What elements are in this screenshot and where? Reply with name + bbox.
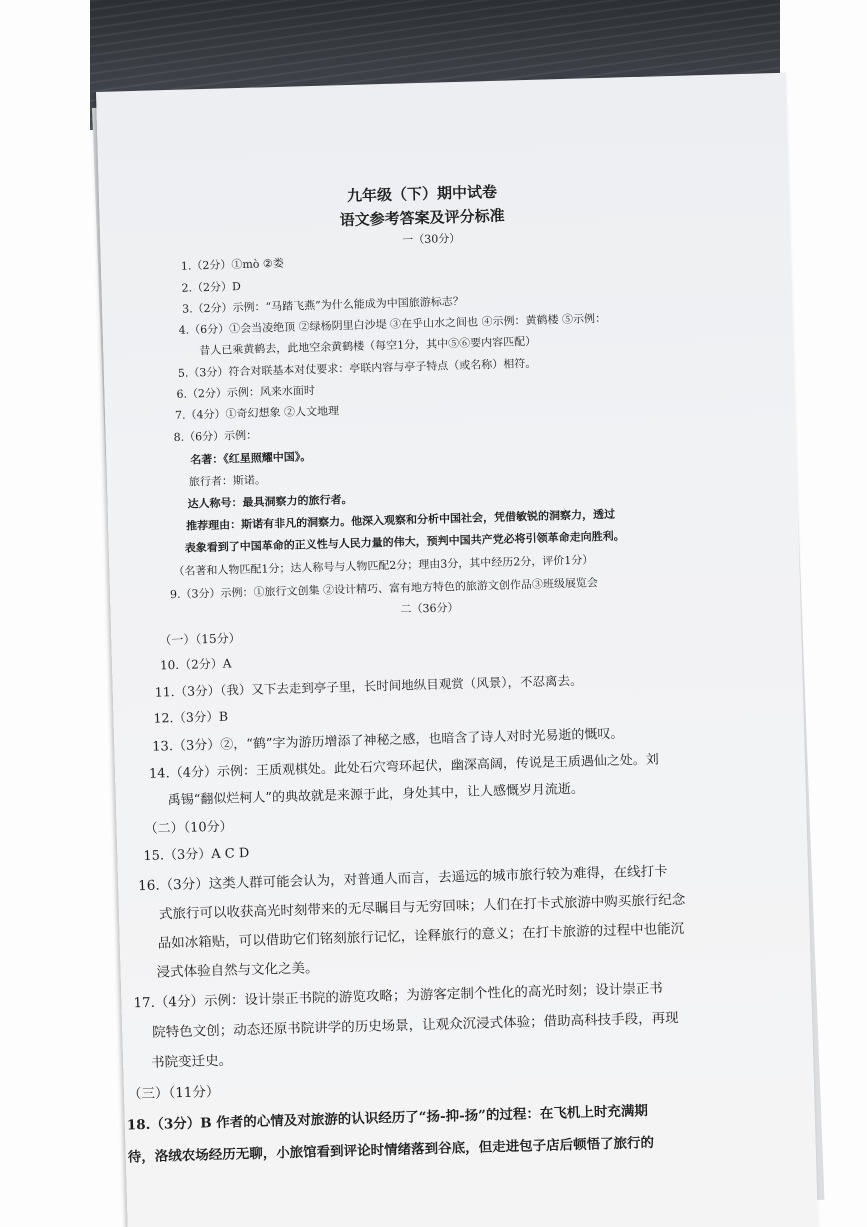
section-heading-2: 二（36分） xyxy=(400,601,459,616)
sub-heading-2: （二）（10分） xyxy=(144,819,233,837)
answer-line: 禹锡“翻似烂柯人”的典故就是来源于此，身处其中，让人感慨岁月流逝。 xyxy=(167,781,585,809)
answer-line: 1.（2分）①mò ②娄 xyxy=(180,256,284,273)
answer-line: 5.（3分）符合对联基本对仗要求：亭联内容与亭子特点（或名称）相符。 xyxy=(177,356,537,380)
answer-line: （名著和人物匹配1分；达人称号与人物匹配2分；理由3分，其中经历2分，评价1分） xyxy=(173,553,594,579)
answer-line: 17.（4分）示例：设计崇正书院的游览攻略；为游客定制个性化的高光时刻；设计崇正书 xyxy=(133,980,664,1012)
answer-line: 名著：《红星照耀中国》。 xyxy=(190,450,312,467)
answer-line: 18.（3分）B 作者的心情及对旅游的认识经历了“扬-抑-扬”的过程：在飞机上时充满期 xyxy=(126,1102,649,1134)
answer-line: 旅行者：斯诺。 xyxy=(188,473,267,489)
answer-line: 4.（6分）①会当凌绝顶 ②绿杨阴里白沙堤 ③在乎山水之间也 ④示例：黄鹤楼 ⑤示例： xyxy=(178,311,607,337)
sub-heading-1: （一）（15分） xyxy=(159,631,241,648)
answer-line: 6.（2分）示例：风来水面时 xyxy=(176,384,316,401)
answer-line: 推荐理由：斯诺有非凡的洞察力。他深入观察和分析中国社会，凭借敏锐的洞察力，透过 xyxy=(185,507,616,533)
section-heading-1: 一（30分） xyxy=(402,231,461,247)
answer-line: 8.（6分）示例： xyxy=(173,428,258,444)
answer-line: 书院变迁史。 xyxy=(150,1052,233,1071)
answer-line: 11.（3分）（我）又下去走到亭子里，长时间地纵目观赏（风景），不忍离去。 xyxy=(154,672,583,700)
answer-line: 品如冰箱贴，可以借助它们铭刻旅行记忆，诠释旅行的意义；在打卡旅游的过程中也能沉 xyxy=(157,920,685,952)
answer-line: 院特色文创；动态还原书院讲学的历史场景，让观众沉浸式体验；借助高科技手段，再现 xyxy=(152,1010,679,1041)
answer-line: 待，洛绒农场经历无聊，小旅馆看到评论时情绪落到谷底，但走进包子店后顿悟了旅行的 xyxy=(127,1134,655,1166)
answer-line: 浸式体验自然与文化之美。 xyxy=(156,960,319,981)
answer-line: 昔人已乘黄鹤去，此地空余黄鹤楼（每空1分，其中⑤⑥要内容匹配） xyxy=(199,334,537,358)
answer-line: 7.（4分）①奇幻想象 ②人文地理 xyxy=(174,404,340,422)
doc-subtitle: 语文参考答案及评分标准 xyxy=(339,206,505,230)
answer-sheet xyxy=(96,73,818,1227)
answer-line: 2.（2分）D xyxy=(181,280,241,295)
answer-line: 14.（4分）示例：王质观棋处。此处石穴弯环起伏，幽深高阔，传说是王质遇仙之处。刘 xyxy=(148,752,660,782)
answer-line: 12.（3分）B xyxy=(153,708,229,726)
answer-line: 3.（2分）示例：“马踏飞燕”为什么能成为中国旅游标志？ xyxy=(181,294,464,316)
answer-line: 13.（3分）②，“鹤”字为游历增添了神秘之感，也暗含了诗人对时光易逝的慨叹。 xyxy=(152,726,624,755)
answer-line: 9.（3分）示例：①旅行文创集 ②设计精巧、富有地方特色的旅游文创作品③班级展览会 xyxy=(169,576,599,602)
answer-line: 16.（3分）这类人群可能会认为，对普通人而言，去遥远的城市旅行较为难得，在线打卡 xyxy=(137,863,668,895)
doc-title: 九年级（下）期中试卷 xyxy=(346,182,498,206)
answer-line: 15.（3分）A C D xyxy=(143,846,250,864)
answer-line: 10.（2分）A xyxy=(159,656,232,673)
answer-line: 表象看到了中国革命的正义性与人民力量的伟大，预判中国共产党必将引领革命走向胜利。 xyxy=(184,529,625,555)
answer-line: 达人称号：最具洞察力的旅行者。 xyxy=(187,493,353,511)
sub-heading-3: （三）（11分） xyxy=(127,1083,220,1103)
answer-line: 式旅行可以收获高光时刻带来的无尽瞩目与无穷回味；人们在打卡式旅游中购买旅行纪念 xyxy=(158,891,686,923)
